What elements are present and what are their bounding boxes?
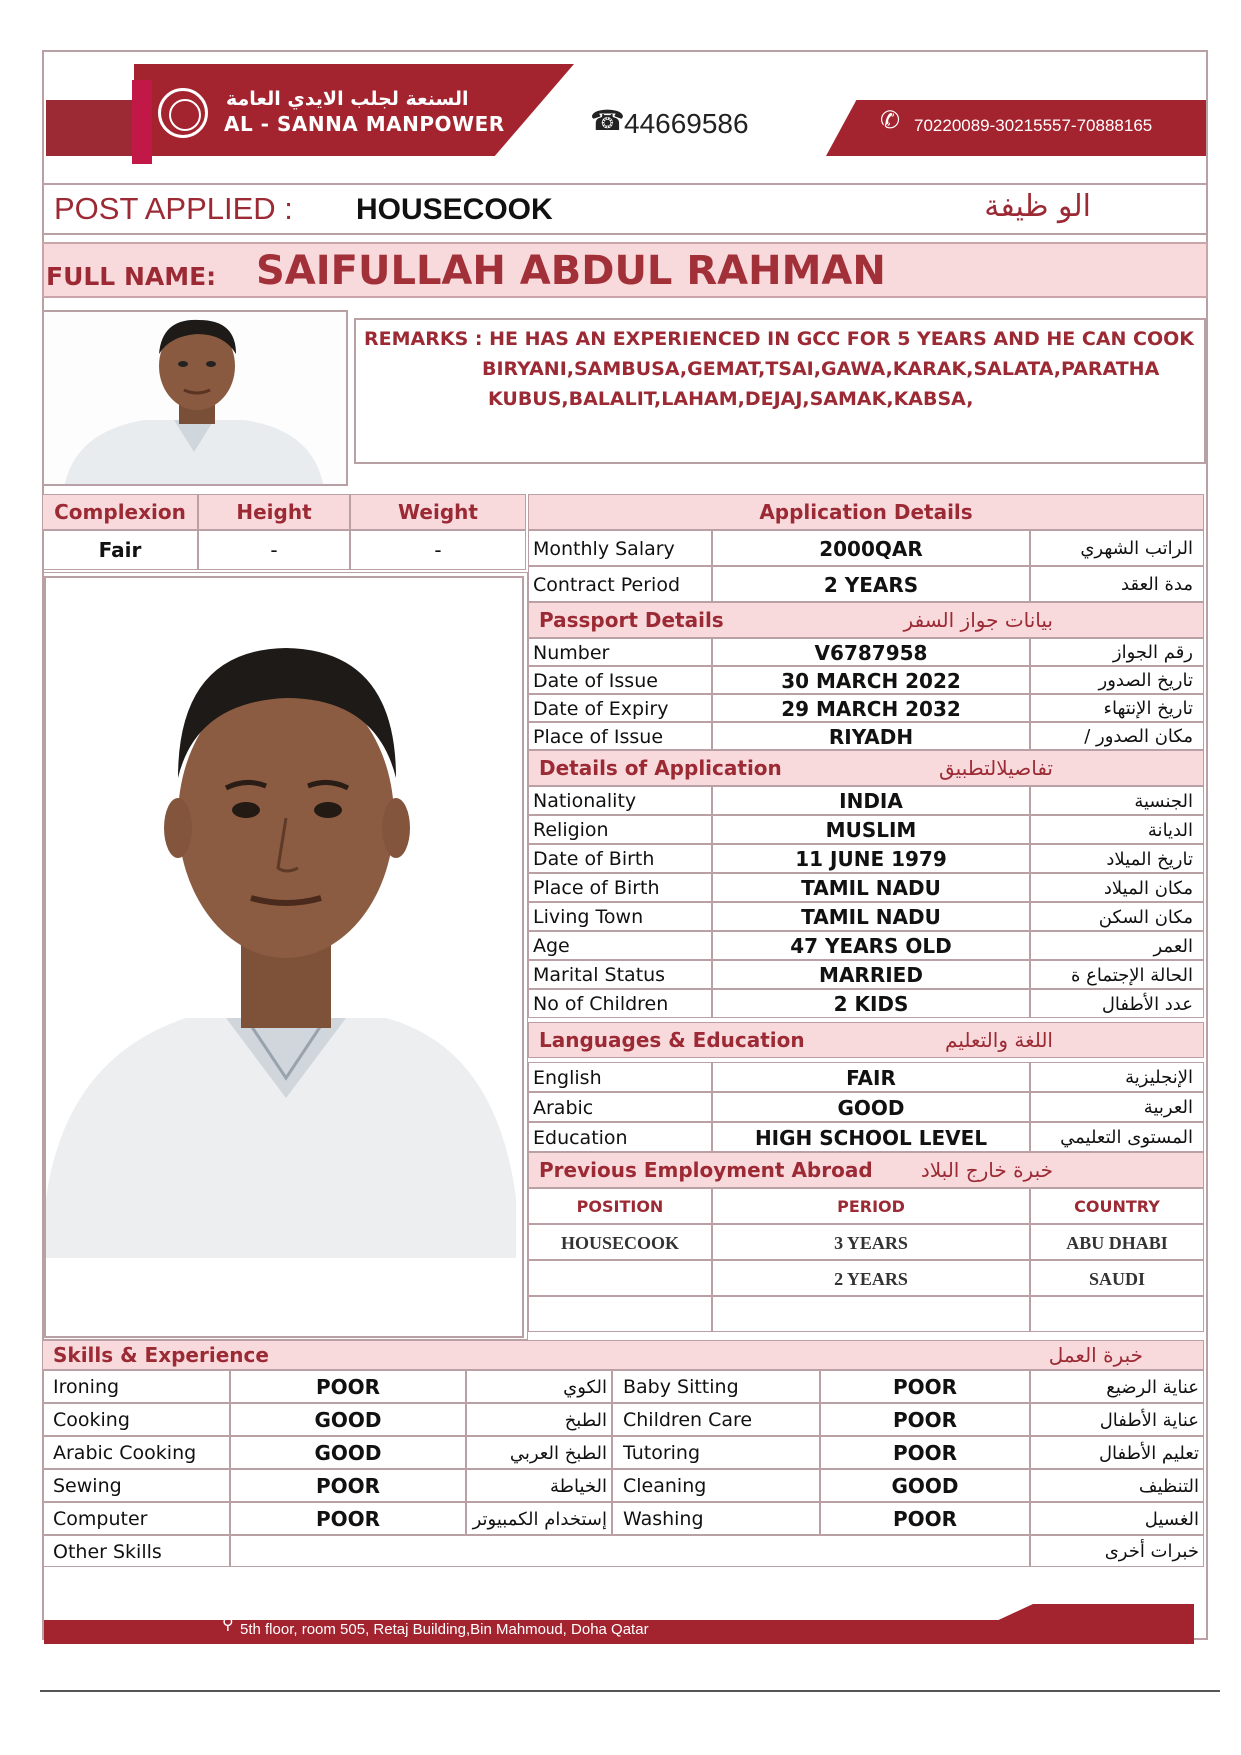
remarks-box — [354, 318, 1206, 464]
application-row-1-value: 2 YEARS — [712, 566, 1030, 602]
application-row-1-label-ar: مدة العقد — [1030, 566, 1204, 602]
details-row-4-label-ar: مكان السكن — [1030, 902, 1204, 931]
skill-4-label: Computer — [42, 1502, 230, 1535]
languages-row-2-label: Education — [528, 1122, 712, 1152]
remarks-line-2: BIRYANI,SAMBUSA,GEMAT,TSAI,GAWA,KARAK,SALATA,PARATHA — [482, 358, 1160, 380]
applicant-photo-small — [42, 310, 348, 486]
previous-employment-header-title-ar: خبرة خارج البلاد — [920, 1158, 1053, 1182]
employment-country-2 — [1030, 1296, 1204, 1332]
mobile-numbers: 70220089-30215557-70888165 — [914, 116, 1153, 135]
location-pin-icon: ⚲ — [222, 1614, 234, 1633]
skills-title-ar: خبرة العمل — [1048, 1343, 1143, 1367]
height-header: Height — [198, 494, 350, 530]
details-row-4-value: TAMIL NADU — [712, 902, 1030, 931]
details-row-2-label-ar: تاريخ الميلاد — [1030, 844, 1204, 873]
skill-4-label-ar: إستخدام الكمبيوتر — [466, 1502, 612, 1535]
skill-2-label-2: Tutoring — [612, 1436, 820, 1469]
employment-position-2 — [528, 1296, 712, 1332]
application-row-1-label: Contract Period — [528, 566, 712, 602]
passport-row-0-label: Number — [528, 638, 712, 666]
languages-row-0-label: English — [528, 1062, 712, 1092]
other-skills-label: Other Skills — [42, 1535, 230, 1567]
skill-2-label: Arabic Cooking — [42, 1436, 230, 1469]
height-value: - — [198, 530, 350, 570]
company-name-ar: السنعة لجلب الايدي العامة — [226, 88, 469, 110]
details-of-application-header-title: Details of Application — [539, 756, 782, 780]
details-row-2-label: Date of Birth — [528, 844, 712, 873]
details-row-3-label-ar: مكان الميلاد — [1030, 873, 1204, 902]
photo-cell — [42, 572, 528, 1340]
skill-0-label-ar: الكوي — [466, 1370, 612, 1403]
skill-1-label-ar-2: عناية الأطفال — [1030, 1403, 1204, 1436]
letterhead — [46, 64, 1206, 164]
passport-row-2-value: 29 MARCH 2032 — [712, 694, 1030, 722]
other-skills-value — [230, 1535, 1030, 1567]
languages-row-2-value: HIGH SCHOOL LEVEL — [712, 1122, 1030, 1152]
skill-3-label: Sewing — [42, 1469, 230, 1502]
skill-0-label-2: Baby Sitting — [612, 1370, 820, 1403]
details-row-7-label: No of Children — [528, 989, 712, 1018]
complexion-value: Fair — [42, 530, 198, 570]
weight-header: Weight — [350, 494, 526, 530]
details-row-0-label: Nationality — [528, 786, 712, 815]
skill-3-label-2: Cleaning — [612, 1469, 820, 1502]
complexion-header: Complexion — [42, 494, 198, 530]
details-row-1-value: MUSLIM — [712, 815, 1030, 844]
passport-row-3-label: Place of Issue — [528, 722, 712, 750]
skill-0-value: POOR — [230, 1370, 466, 1403]
full-name-label: FULL NAME: — [46, 262, 217, 291]
remarks-line-1: REMARKS : HE HAS AN EXPERIENCED IN GCC FOR 5 YEARS AND HE CAN COOK — [364, 328, 1195, 350]
remarks-line-3: KUBUS,BALALIT,LAHAM,DEJAJ,SAMAK,KABSA, — [488, 388, 974, 410]
application-row-0-value: 2000QAR — [712, 530, 1030, 566]
post-value: HOUSECOOK — [356, 193, 553, 226]
application-details-header: Application Details — [528, 494, 1204, 530]
employment-period-0: 3 YEARS — [712, 1224, 1030, 1260]
skill-2-label-ar: الطبخ العربي — [466, 1436, 612, 1469]
passport-details-header — [528, 602, 1204, 638]
footer-address: 5th floor, room 505, Retaj Building,Bin Mahmoud, Doha Qatar — [240, 1621, 649, 1638]
company-name-en: AL - SANNA MANPOWER — [224, 112, 505, 136]
full-name-value: SAIFULLAH ABDUL RAHMAN — [256, 248, 886, 294]
employment-country-1: SAUDI — [1030, 1260, 1204, 1296]
skill-2-label-ar-2: تعليم الأطفال — [1030, 1436, 1204, 1469]
details-row-1-label: Religion — [528, 815, 712, 844]
languages-education-header — [528, 1022, 1204, 1058]
skill-0-label-ar-2: عناية الرضيع — [1030, 1370, 1204, 1403]
languages-row-1-label-ar: العربية — [1030, 1092, 1204, 1122]
footer-bar — [44, 1604, 1194, 1644]
employment-country-0: ABU DHABI — [1030, 1224, 1204, 1260]
passport-row-0-label-ar: رقم الجواز — [1030, 638, 1204, 666]
passport-details-header-title: Passport Details — [539, 608, 724, 632]
passport-details-header-title-ar: بيانات جواز السفر — [903, 608, 1053, 632]
languages-row-0-label-ar: الإنجليزية — [1030, 1062, 1204, 1092]
details-row-6-value: MARRIED — [712, 960, 1030, 989]
employment-period-1: 2 YEARS — [712, 1260, 1030, 1296]
mobile-icon: ✆ — [880, 106, 901, 134]
skill-3-label-ar-2: التنظيف — [1030, 1469, 1204, 1502]
post-applied-row — [42, 183, 1208, 235]
skill-0-label: Ironing — [42, 1370, 230, 1403]
post-label: POST APPLIED : — [54, 191, 293, 226]
post-label-ar: الو ظيفة — [984, 189, 1091, 224]
employment-header-country: COUNTRY — [1030, 1188, 1204, 1224]
phone-icon: ☎ — [590, 104, 625, 137]
employment-position-0: HOUSECOOK — [528, 1224, 712, 1260]
globe-logo-icon — [158, 88, 208, 138]
passport-row-3-value: RIYADH — [712, 722, 1030, 750]
skills-header — [42, 1340, 1204, 1370]
banner-left — [46, 100, 134, 156]
full-name-row — [42, 242, 1208, 298]
weight-value: - — [350, 530, 526, 570]
skill-1-value: GOOD — [230, 1403, 466, 1436]
banner-accent — [132, 80, 152, 164]
details-row-5-value: 47 YEARS OLD — [712, 931, 1030, 960]
passport-row-2-label-ar: تاريخ الإنتهاء — [1030, 694, 1204, 722]
passport-row-1-value: 30 MARCH 2022 — [712, 666, 1030, 694]
details-of-application-header — [528, 750, 1204, 786]
details-row-2-value: 11 JUNE 1979 — [712, 844, 1030, 873]
skill-4-value-2: POOR — [820, 1502, 1030, 1535]
languages-row-0-value: FAIR — [712, 1062, 1030, 1092]
details-row-0-label-ar: الجنسية — [1030, 786, 1204, 815]
application-row-0-label-ar: الراتب الشهري — [1030, 530, 1204, 566]
employment-header-period: PERIOD — [712, 1188, 1030, 1224]
details-row-7-label-ar: عدد الأطفال — [1030, 989, 1204, 1018]
details-row-3-label: Place of Birth — [528, 873, 712, 902]
details-row-5-label: Age — [528, 931, 712, 960]
employment-period-2 — [712, 1296, 1030, 1332]
passport-row-0-value: V6787958 — [712, 638, 1030, 666]
details-row-3-value: TAMIL NADU — [712, 873, 1030, 902]
previous-employment-header — [528, 1152, 1204, 1188]
details-row-4-label: Living Town — [528, 902, 712, 931]
details-row-5-label-ar: العمر — [1030, 931, 1204, 960]
languages-education-header-title-ar: اللغة والتعليم — [945, 1028, 1053, 1052]
details-of-application-header-title-ar: تفاصيلالتطبيق — [938, 756, 1053, 780]
skill-3-value-2: GOOD — [820, 1469, 1030, 1502]
details-row-6-label: Marital Status — [528, 960, 712, 989]
passport-row-3-label-ar: مكان الصدور / — [1030, 722, 1204, 750]
skill-4-label-ar-2: الغسيل — [1030, 1502, 1204, 1535]
languages-row-2-label-ar: المستوى التعليمي — [1030, 1122, 1204, 1152]
details-row-0-value: INDIA — [712, 786, 1030, 815]
employment-position-1 — [528, 1260, 712, 1296]
skill-4-value: POOR — [230, 1502, 466, 1535]
skill-3-label-ar: الخياطة — [466, 1469, 612, 1502]
languages-row-1-label: Arabic — [528, 1092, 712, 1122]
passport-row-1-label: Date of Issue — [528, 666, 712, 694]
skills-title: Skills & Experience — [53, 1343, 269, 1367]
previous-employment-header-title: Previous Employment Abroad — [539, 1158, 873, 1182]
passport-row-1-label-ar: تاريخ الصدور — [1030, 666, 1204, 694]
skill-3-value: POOR — [230, 1469, 466, 1502]
passport-row-2-label: Date of Expiry — [528, 694, 712, 722]
languages-row-1-value: GOOD — [712, 1092, 1030, 1122]
details-row-7-value: 2 KIDS — [712, 989, 1030, 1018]
languages-education-header-title: Languages & Education — [539, 1028, 805, 1052]
skill-1-label-ar: الطبخ — [466, 1403, 612, 1436]
skill-0-value-2: POOR — [820, 1370, 1030, 1403]
details-row-6-label-ar: الحالة الإجتماع ة — [1030, 960, 1204, 989]
employment-header-position: POSITION — [528, 1188, 712, 1224]
skill-4-label-2: Washing — [612, 1502, 820, 1535]
skill-1-label: Cooking — [42, 1403, 230, 1436]
skill-2-value: GOOD — [230, 1436, 466, 1469]
skill-1-value-2: POOR — [820, 1403, 1030, 1436]
page-bottom-rule — [40, 1690, 1220, 1692]
other-skills-label-ar: خبرات أخرى — [1030, 1535, 1204, 1567]
phone-number: 44669586 — [624, 108, 749, 139]
skill-1-label-2: Children Care — [612, 1403, 820, 1436]
application-row-0-label: Monthly Salary — [528, 530, 712, 566]
skill-2-value-2: POOR — [820, 1436, 1030, 1469]
details-row-1-label-ar: الديانة — [1030, 815, 1204, 844]
